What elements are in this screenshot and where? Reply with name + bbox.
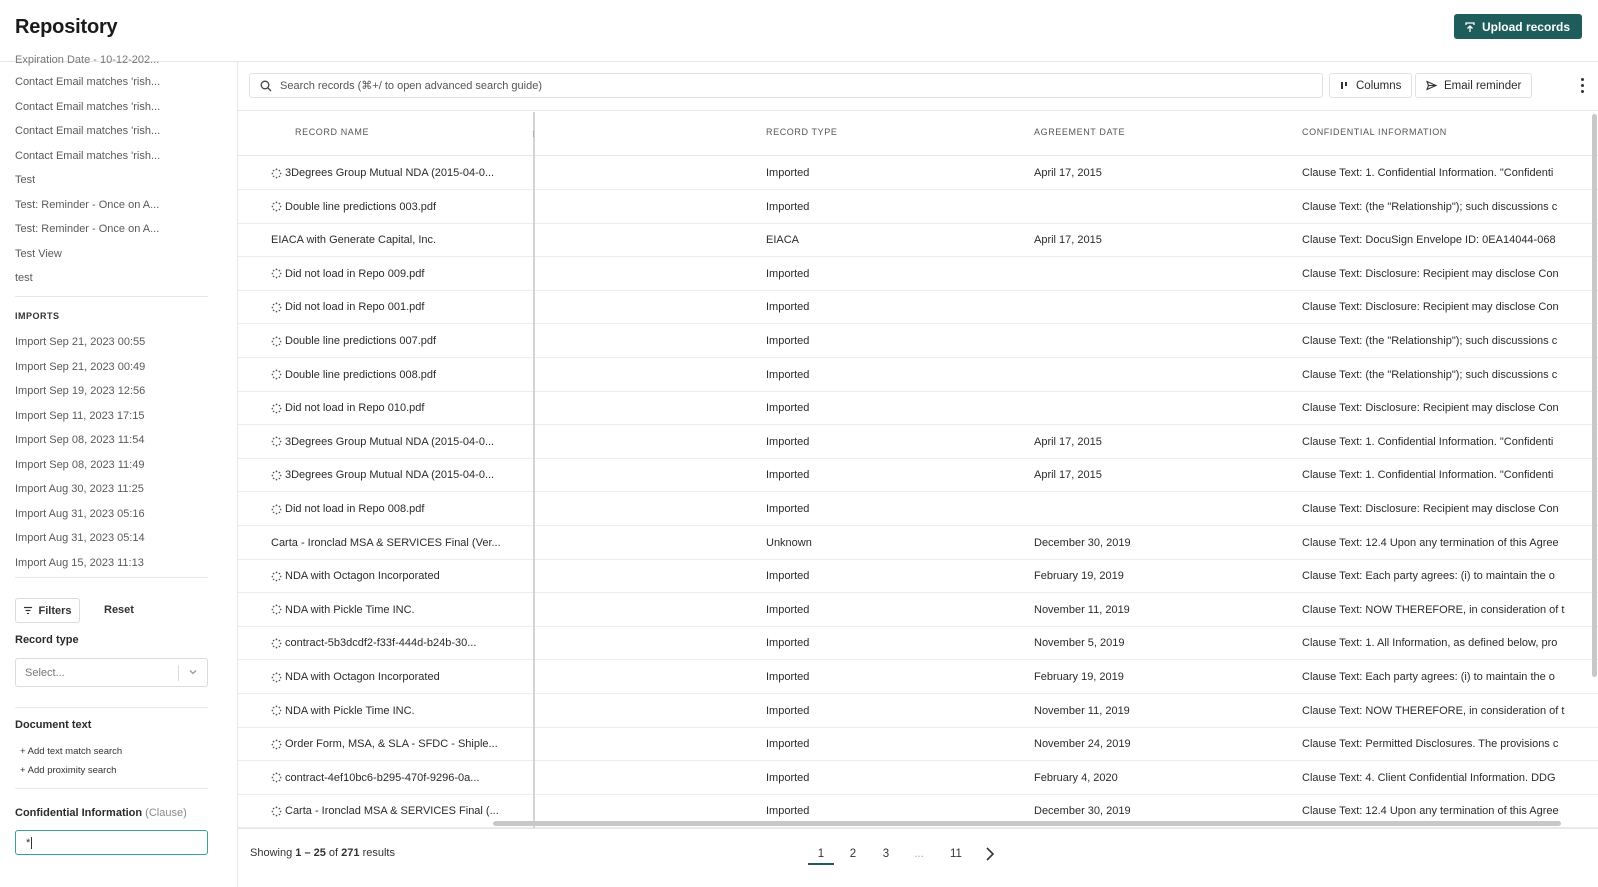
pagination-ellipsis: ...	[914, 848, 924, 860]
record-type-cell: Unknown	[766, 536, 812, 549]
results-total: 271	[341, 847, 360, 859]
loading-icon	[271, 571, 282, 582]
agreement-date-cell: April 17, 2015	[1034, 435, 1102, 448]
table-row[interactable]	[238, 290, 1598, 324]
clause-suffix: (Clause)	[145, 807, 187, 819]
results-summary	[250, 847, 395, 859]
sidebar-view-item[interactable]: Contact Email matches 'rish...	[15, 125, 161, 137]
confidential-information-cell: Clause Text: 12.4 Upon any termination of this Agree	[1302, 805, 1559, 818]
agreement-date-cell: April 17, 2015	[1034, 469, 1102, 482]
table-row[interactable]	[238, 324, 1598, 358]
agreement-date-cell: February 4, 2020	[1034, 771, 1118, 784]
sidebar-divider	[15, 707, 208, 708]
columns-button[interactable]	[1329, 73, 1412, 98]
table-row[interactable]	[238, 559, 1598, 593]
record-type-cell: Imported	[766, 301, 810, 314]
page-button[interactable]: 11	[950, 848, 962, 860]
sidebar-view-item[interactable]: Test: Reminder - Once on A...	[15, 198, 160, 211]
record-name: contract-4ef10bc6-b295-470f-9296-0a...	[285, 771, 480, 784]
confidential-information-cell: Clause Text: Disclosure: Recipient may disclose Con	[1302, 301, 1559, 314]
loading-icon	[271, 739, 282, 750]
record-name-cell[interactable]	[271, 604, 511, 616]
loading-icon	[271, 638, 282, 649]
table-row[interactable]	[238, 626, 1598, 660]
filters-label: Filters	[38, 604, 72, 617]
record-name: Did not load in Repo 009.pdf	[285, 267, 425, 280]
loading-icon	[271, 201, 282, 212]
record-type-cell: Imported	[766, 368, 810, 381]
results-word: results	[362, 847, 395, 859]
record-type-placeholder: Select...	[25, 666, 65, 679]
record-type-cell: Imported	[766, 771, 810, 784]
column-resize-handle[interactable]: ⁝	[532, 129, 535, 139]
table-row[interactable]	[238, 223, 1598, 257]
record-name: NDA with Pickle Time INC.	[285, 603, 415, 616]
email-reminder-button[interactable]	[1415, 73, 1532, 98]
loading-icon	[271, 168, 282, 179]
agreement-date-cell: April 17, 2015	[1034, 167, 1102, 179]
loading-icon	[271, 705, 282, 716]
results-of: of	[328, 847, 339, 859]
confidential-information-cell: Clause Text: DocuSign Envelope ID: 0EA14044-068	[1302, 234, 1556, 247]
loading-icon	[271, 504, 282, 515]
table-row[interactable]	[238, 358, 1598, 392]
record-type-cell: Imported	[766, 267, 810, 280]
record-name: Carta - Ironclad MSA & SERVICES Final (Ver...	[271, 536, 501, 549]
confidential-information-cell: Clause Text: NOW THEREFORE, in consideration of t	[1302, 603, 1565, 616]
record-name-cell[interactable]	[271, 234, 511, 246]
page-button[interactable]: 1	[808, 845, 834, 865]
document-text-label: Document text	[15, 719, 92, 731]
sidebar-import-item[interactable]: Import Aug 30, 2023 11:25	[15, 483, 144, 495]
confidential-information-cell: Clause Text: 1. Confidential Information. "Confidenti	[1302, 469, 1554, 482]
page-button[interactable]: 3	[882, 848, 890, 860]
records-table	[238, 112, 1598, 828]
record-type-label: Record type	[15, 634, 79, 646]
app-header	[0, 0, 1598, 62]
record-type-cell: Imported	[766, 671, 810, 683]
record-name: EIACA with Generate Capital, Inc.	[271, 234, 437, 247]
confidential-information-cell: Clause Text: 4. Client Confidential Information. DDG	[1302, 771, 1556, 784]
agreement-date-cell: December 30, 2019	[1034, 536, 1131, 549]
record-name: NDA with Pickle Time INC.	[285, 704, 415, 717]
agreement-date-cell: April 17, 2015	[1034, 234, 1102, 247]
record-name-cell[interactable]	[271, 402, 511, 414]
record-name-cell[interactable]	[271, 167, 511, 179]
agreement-date-cell: February 19, 2019	[1034, 671, 1124, 683]
record-name-cell[interactable]	[271, 268, 511, 280]
column-header-agreement-date[interactable]: AGREEMENT DATE	[1034, 127, 1126, 137]
record-type-cell: Imported	[766, 603, 810, 616]
record-type-cell: Imported	[766, 503, 810, 515]
table-row[interactable]	[238, 727, 1598, 761]
sidebar-import-item[interactable]: Import Aug 31, 2023 05:14	[15, 532, 145, 544]
text-cursor	[31, 837, 32, 849]
add-text-match-search-link[interactable]: + Add text match search	[20, 746, 123, 757]
table-row[interactable]	[238, 391, 1598, 425]
clause-name: Confidential Information	[15, 807, 143, 819]
email-reminder-label: Email reminder	[1444, 79, 1522, 92]
record-name: NDA with Octagon Incorporated	[285, 671, 440, 683]
chevron-down-icon	[188, 667, 198, 677]
record-type-cell: Imported	[766, 200, 810, 213]
confidential-information-input[interactable]	[15, 830, 208, 855]
loading-icon	[271, 806, 282, 817]
agreement-date-cell: December 30, 2019	[1034, 805, 1131, 818]
record-name-cell[interactable]	[271, 772, 511, 784]
record-name-cell[interactable]	[271, 369, 511, 381]
sidebar-import-item[interactable]: Import Aug 31, 2023 05:16	[15, 507, 145, 520]
record-name-cell[interactable]	[271, 469, 511, 481]
confidential-information-cell: Clause Text: Permitted Disclosures. The provisions c	[1302, 738, 1559, 751]
agreement-date-cell: November 5, 2019	[1034, 637, 1125, 650]
sidebar-view-item[interactable]: Contact Email matches 'rish...	[15, 76, 161, 88]
table-footer	[238, 828, 1598, 887]
record-type-cell: Imported	[766, 335, 810, 347]
loading-icon	[271, 772, 282, 783]
table-row[interactable]	[238, 190, 1598, 224]
page-title: Repository	[15, 16, 118, 38]
sidebar-view-item[interactable]: Contact Email matches 'rish...	[15, 100, 161, 113]
sidebar-divider	[15, 577, 208, 578]
record-name: 3Degrees Group Mutual NDA (2015-04-0...	[285, 469, 495, 482]
search-placeholder: Search records (⌘+/ to open advanced search guide)	[280, 80, 543, 92]
confidential-information-cell: Clause Text: 12.4 Upon any termination of this Agree	[1302, 536, 1559, 549]
column-header-record-type[interactable]: RECORD TYPE	[766, 127, 838, 137]
agreement-date-cell: November 11, 2019	[1034, 603, 1130, 616]
confidential-information-cell: Clause Text: NOW THEREFORE, in consideration of t	[1302, 704, 1565, 717]
loading-icon	[271, 268, 282, 279]
record-name-cell[interactable]	[271, 335, 511, 347]
confidential-information-cell: Clause Text: 1. Confidential Information. "Confidenti	[1302, 167, 1554, 179]
loading-icon	[271, 369, 282, 380]
record-name-cell[interactable]	[271, 705, 511, 717]
sidebar-import-item[interactable]: Import Sep 08, 2023 11:49	[15, 458, 145, 471]
table-row[interactable]	[238, 458, 1598, 492]
loading-icon	[271, 672, 282, 683]
confidential-information-label	[15, 807, 187, 819]
add-proximity-search-link[interactable]: + Add proximity search	[20, 765, 117, 776]
reset-button[interactable]: Reset	[104, 604, 134, 616]
record-type-cell: Imported	[766, 805, 810, 818]
record-type-cell: Imported	[766, 570, 810, 583]
upload-records-label: Upload records	[1481, 19, 1570, 34]
horizontal-scrollbar-thumb[interactable]	[493, 821, 1561, 826]
sidebar-import-item[interactable]: Import Sep 19, 2023 12:56	[15, 385, 146, 397]
table-row[interactable]	[238, 694, 1598, 728]
loading-icon	[271, 604, 282, 615]
record-name: Did not load in Repo 008.pdf	[285, 503, 425, 515]
page-button[interactable]: 2	[849, 848, 857, 860]
loading-icon	[271, 336, 282, 347]
confidential-information-cell: Clause Text: Disclosure: Recipient may disclose Con	[1302, 503, 1559, 515]
columns-icon	[1340, 81, 1349, 90]
confidential-information-cell: Clause Text: (the "Relationship"); such discussions c	[1302, 368, 1558, 381]
search-icon	[260, 80, 272, 92]
imports-heading: IMPORTS	[15, 311, 60, 321]
record-name-cell[interactable]	[271, 738, 511, 750]
sidebar-view-item[interactable]: Contact Email matches 'rish...	[15, 149, 161, 162]
record-type-cell: Imported	[766, 469, 810, 482]
filter-icon	[23, 606, 33, 615]
search-input[interactable]	[249, 73, 1323, 98]
record-name-cell[interactable]	[271, 436, 511, 448]
sidebar-view-item[interactable]: Test: Reminder - Once on A...	[15, 223, 160, 235]
main-panel	[238, 62, 1598, 887]
select-separator	[178, 665, 179, 681]
toolbar	[238, 62, 1598, 111]
upload-records-button[interactable]	[1454, 14, 1582, 39]
table-row[interactable]	[238, 492, 1598, 526]
table-row[interactable]	[238, 660, 1598, 694]
record-type-select[interactable]	[15, 658, 208, 687]
chevron-right-icon[interactable]	[983, 846, 997, 862]
record-name: Double line predictions 008.pdf	[285, 368, 437, 381]
columns-label: Columns	[1356, 79, 1402, 92]
frozen-column-divider	[533, 112, 535, 828]
table-row[interactable]	[238, 257, 1598, 291]
upload-icon	[1464, 21, 1476, 33]
confidential-information-cell: Clause Text: (the "Relationship"); such discussions c	[1302, 200, 1558, 213]
confidential-information-cell: Clause Text: Disclosure: Recipient may disclose Con	[1302, 402, 1559, 415]
record-name: Order Form, MSA, & SLA - SFDC - Shiple...	[285, 738, 498, 751]
record-name: NDA with Octagon Incorporated	[285, 570, 440, 583]
record-name: 3Degrees Group Mutual NDA (2015-04-0...	[285, 435, 495, 448]
agreement-date-cell: November 11, 2019	[1034, 704, 1130, 717]
sidebar-divider	[15, 788, 208, 789]
table-row[interactable]	[238, 425, 1598, 459]
sidebar-import-item[interactable]: Import Sep 08, 2023 11:54	[15, 434, 145, 446]
sidebar-import-item[interactable]: Import Aug 15, 2023 11:13	[15, 556, 144, 569]
sidebar-view-item[interactable]: Test	[15, 174, 36, 186]
confidential-information-cell: Clause Text: (the "Relationship"); such discussions c	[1302, 335, 1558, 347]
record-type-cell: Imported	[766, 402, 810, 415]
send-icon	[1426, 80, 1437, 91]
record-name: 3Degrees Group Mutual NDA (2015-04-0...	[285, 167, 495, 179]
record-name-cell[interactable]	[271, 805, 511, 817]
record-name: Did not load in Repo 001.pdf	[285, 301, 425, 314]
sidebar-import-item[interactable]: Import Sep 21, 2023 00:49	[15, 360, 146, 373]
clause-input-value: *	[26, 836, 31, 849]
sidebar-view-item-cut[interactable]: Expiration Date - 10-12-202...	[15, 54, 160, 66]
record-name-cell[interactable]	[271, 537, 511, 549]
sidebar-view-item[interactable]: Test View	[15, 247, 62, 260]
record-type-cell: Imported	[766, 637, 810, 650]
record-type-cell: EIACA	[766, 234, 800, 247]
loading-icon	[271, 470, 282, 481]
showing-prefix: Showing	[250, 847, 293, 859]
sidebar-divider	[15, 296, 208, 297]
confidential-information-cell: Clause Text: Disclosure: Recipient may disclose Con	[1302, 267, 1559, 280]
record-type-cell: Imported	[766, 704, 810, 717]
record-name: Did not load in Repo 010.pdf	[285, 402, 425, 415]
sidebar-import-item[interactable]: Import Sep 21, 2023 00:55	[15, 336, 146, 348]
sidebar-view-item[interactable]: test	[15, 272, 33, 284]
record-name-cell[interactable]	[271, 671, 511, 683]
record-name-cell[interactable]	[271, 637, 511, 649]
record-name: Double line predictions 007.pdf	[285, 335, 437, 347]
table-row[interactable]	[238, 593, 1598, 627]
confidential-information-cell: Clause Text: 1. Confidential Information. "Confidenti	[1302, 435, 1554, 448]
loading-icon	[271, 302, 282, 313]
record-name-cell[interactable]	[271, 301, 511, 313]
sidebar	[0, 54, 238, 887]
record-name: Double line predictions 003.pdf	[285, 200, 437, 213]
table-row[interactable]	[238, 761, 1598, 795]
record-type-cell: Imported	[766, 435, 810, 448]
confidential-information-cell: Clause Text: 1. All Information, as defined below, pro	[1302, 637, 1558, 650]
record-type-cell: Imported	[766, 738, 810, 751]
record-name-cell[interactable]	[271, 201, 511, 213]
confidential-information-cell: Clause Text: Each party agrees: (i) to maintain the o	[1302, 570, 1555, 583]
more-options-icon[interactable]	[1581, 78, 1584, 93]
table-row[interactable]	[238, 526, 1598, 560]
record-name: Carta - Ironclad MSA & SERVICES Final (...	[285, 805, 499, 818]
record-type-cell: Imported	[766, 167, 810, 179]
results-range: 1 – 25	[295, 847, 326, 859]
record-name-cell[interactable]	[271, 503, 511, 515]
agreement-date-cell: February 19, 2019	[1034, 570, 1124, 583]
vertical-scrollbar-thumb[interactable]	[1592, 114, 1597, 677]
agreement-date-cell: November 24, 2019	[1034, 738, 1131, 751]
confidential-information-cell: Clause Text: Each party agrees: (i) to maintain the o	[1302, 671, 1555, 683]
filters-button[interactable]	[15, 598, 80, 623]
column-header-confidential-information[interactable]: CONFIDENTIAL INFORMATION	[1302, 127, 1447, 137]
record-name-cell[interactable]	[271, 570, 511, 582]
loading-icon	[271, 403, 282, 414]
sidebar-import-item[interactable]: Import Sep 11, 2023 17:15	[15, 409, 145, 422]
record-name: contract-5b3dcdf2-f33f-444d-b24b-30...	[285, 637, 477, 650]
loading-icon	[271, 436, 282, 447]
column-header-record-name[interactable]: RECORD NAME	[295, 127, 370, 137]
table-row[interactable]	[238, 156, 1598, 190]
